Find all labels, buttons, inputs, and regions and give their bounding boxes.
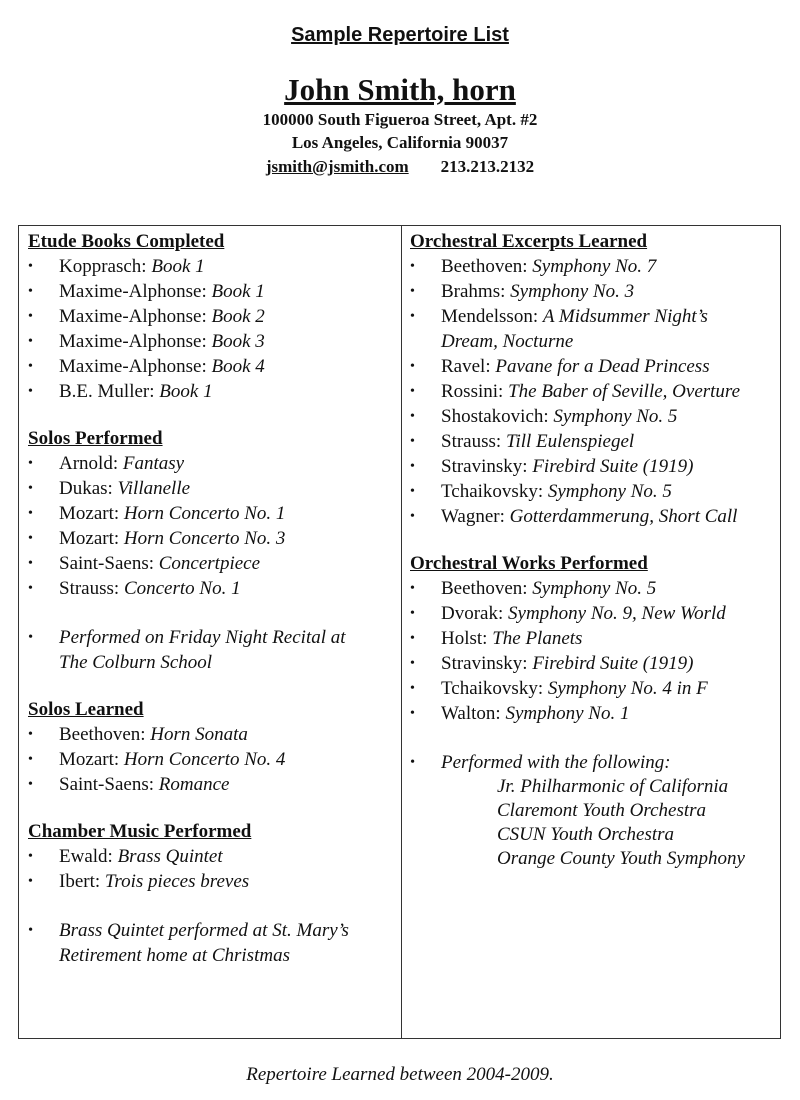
bullet-icon: •	[410, 509, 415, 524]
section-heading-solos-learned: Solos Learned	[28, 699, 144, 720]
solos-performed-list	[28, 451, 398, 601]
recital-note	[28, 625, 398, 675]
list-item: • Beethoven: Symphony No. 5	[410, 578, 657, 599]
bullet-icon: •	[28, 777, 33, 792]
list-item: • Tchaikovsky: Symphony No. 5	[410, 481, 672, 502]
list-item: • Saint-Saens: Concertpiece	[28, 553, 261, 574]
bullet-icon: •	[410, 606, 415, 621]
email-link[interactable]: jsmith@jsmith.com	[265, 157, 409, 176]
bullet-icon: •	[410, 484, 415, 499]
bullet-icon: •	[28, 259, 33, 274]
list-item: • Maxime-Alphonse: Book 3	[28, 331, 265, 352]
list-item: • Mendelsson: A Midsummer Night’s Dream, Nocturne	[410, 306, 708, 352]
works-list	[410, 576, 778, 726]
list-item: • Strauss: Till Eulenspiegel	[410, 431, 635, 452]
ensembles-note	[410, 750, 778, 775]
bullet-icon: •	[28, 630, 33, 645]
address-line-1: 100000 South Figueroa Street, Apt. #2	[262, 110, 538, 129]
chamber-list	[28, 844, 398, 894]
ensemble-name: Orange County Youth Symphony	[497, 848, 745, 869]
right-column	[410, 230, 778, 871]
list-item: • Kopprasch: Book 1	[28, 256, 205, 277]
bullet-icon: •	[410, 581, 415, 596]
excerpts-list	[410, 254, 778, 529]
bullet-icon: •	[410, 409, 415, 424]
bullet-icon: •	[410, 706, 415, 721]
footer-note: Repertoire Learned between 2004-2009.	[246, 1064, 554, 1085]
list-item: • Mozart: Horn Concerto No. 1	[28, 503, 286, 524]
list-item: • Maxime-Alphonse: Book 4	[28, 356, 265, 377]
doc-title: Sample Repertoire List	[291, 24, 509, 46]
etude-list	[28, 254, 398, 404]
bullet-icon: •	[28, 752, 33, 767]
list-item: • Arnold: Fantasy	[28, 453, 185, 474]
section-heading-excerpts: Orchestral Excerpts Learned	[410, 231, 648, 252]
bullet-icon: •	[410, 434, 415, 449]
bullet-icon: •	[28, 309, 33, 324]
list-item: • Mozart: Horn Concerto No. 4	[28, 749, 286, 770]
list-item: • Strauss: Concerto No. 1	[28, 578, 241, 599]
bullet-icon: •	[28, 284, 33, 299]
section-heading-etudes: Etude Books Completed	[28, 231, 225, 252]
list-item: • Walton: Symphony No. 1	[410, 703, 630, 724]
bullet-icon: •	[410, 259, 415, 274]
left-column	[28, 230, 398, 968]
list-item: • Beethoven: Horn Sonata	[28, 724, 248, 745]
bullet-icon: •	[28, 506, 33, 521]
list-item: • Brass Quintet performed at St. Mary’s Retirement home at Christmas	[28, 920, 349, 966]
list-item: • Maxime-Alphonse: Book 1	[28, 281, 265, 302]
list-item: • Stravinsky: Firebird Suite (1919)	[410, 653, 694, 674]
bullet-icon: •	[410, 284, 415, 299]
list-item: • Wagner: Gotterdammerung, Short Call	[410, 506, 738, 527]
ensemble-name: Jr. Philharmonic of California	[497, 776, 729, 797]
list-item: • Ibert: Trois pieces breves	[28, 871, 250, 892]
ensemble-name: CSUN Youth Orchestra	[497, 824, 675, 845]
address-line-2: Los Angeles, California 90037	[291, 133, 509, 152]
bullet-icon: •	[28, 531, 33, 546]
bullet-icon: •	[410, 459, 415, 474]
section-heading-chamber: Chamber Music Performed	[28, 821, 252, 842]
chamber-note	[28, 918, 398, 968]
column-divider	[401, 226, 402, 1038]
list-item: • Beethoven: Symphony No. 7	[410, 256, 657, 277]
section-heading-works: Orchestral Works Performed	[410, 553, 648, 574]
bullet-icon: •	[28, 456, 33, 471]
bullet-icon: •	[28, 334, 33, 349]
bullet-icon: •	[28, 727, 33, 742]
list-item: • Dukas: Villanelle	[28, 478, 191, 499]
list-item: • Rossini: The Baber of Seville, Overture	[410, 381, 741, 402]
list-item: • Performed with the following:	[410, 752, 671, 773]
bullet-icon: •	[28, 849, 33, 864]
bullet-icon: •	[410, 631, 415, 646]
list-item: • Holst: The Planets	[410, 628, 583, 649]
bullet-icon: •	[28, 923, 33, 938]
bullet-icon: •	[28, 556, 33, 571]
contact-line	[0, 157, 800, 177]
list-item: • Brahms: Symphony No. 3	[410, 281, 635, 302]
bullet-icon: •	[410, 359, 415, 374]
repertoire-table	[18, 225, 781, 1039]
solos-learned-list	[28, 722, 398, 797]
list-item: • Maxime-Alphonse: Book 2	[28, 306, 265, 327]
bullet-icon: •	[28, 581, 33, 596]
performer-name: John Smith, horn	[284, 72, 516, 107]
bullet-icon: •	[28, 384, 33, 399]
list-item: • Mozart: Horn Concerto No. 3	[28, 528, 286, 549]
list-item: • Stravinsky: Firebird Suite (1919)	[410, 456, 694, 477]
list-item: • Dvorak: Symphony No. 9, New World	[410, 603, 726, 624]
bullet-icon: •	[28, 481, 33, 496]
list-item: • Performed on Friday Night Recital at The Colburn School	[28, 627, 346, 673]
list-item: • Tchaikovsky: Symphony No. 4 in F	[410, 678, 708, 699]
list-item: • Saint-Saens: Romance	[28, 774, 230, 795]
section-heading-solos-performed: Solos Performed	[28, 428, 163, 449]
bullet-icon: •	[410, 656, 415, 671]
bullet-icon: •	[28, 874, 33, 889]
bullet-icon: •	[410, 309, 415, 324]
list-item: • Ewald: Brass Quintet	[28, 846, 223, 867]
bullet-icon: •	[410, 384, 415, 399]
bullet-icon: •	[410, 681, 415, 696]
list-item: • Shostakovich: Symphony No. 5	[410, 406, 678, 427]
phone-number: 213.213.2132	[440, 157, 535, 176]
ensemble-name: Claremont Youth Orchestra	[497, 800, 707, 821]
list-item: • Ravel: Pavane for a Dead Princess	[410, 356, 710, 377]
bullet-icon: •	[28, 359, 33, 374]
list-item: • B.E. Muller: Book 1	[28, 381, 213, 402]
bullet-icon: •	[410, 755, 415, 770]
